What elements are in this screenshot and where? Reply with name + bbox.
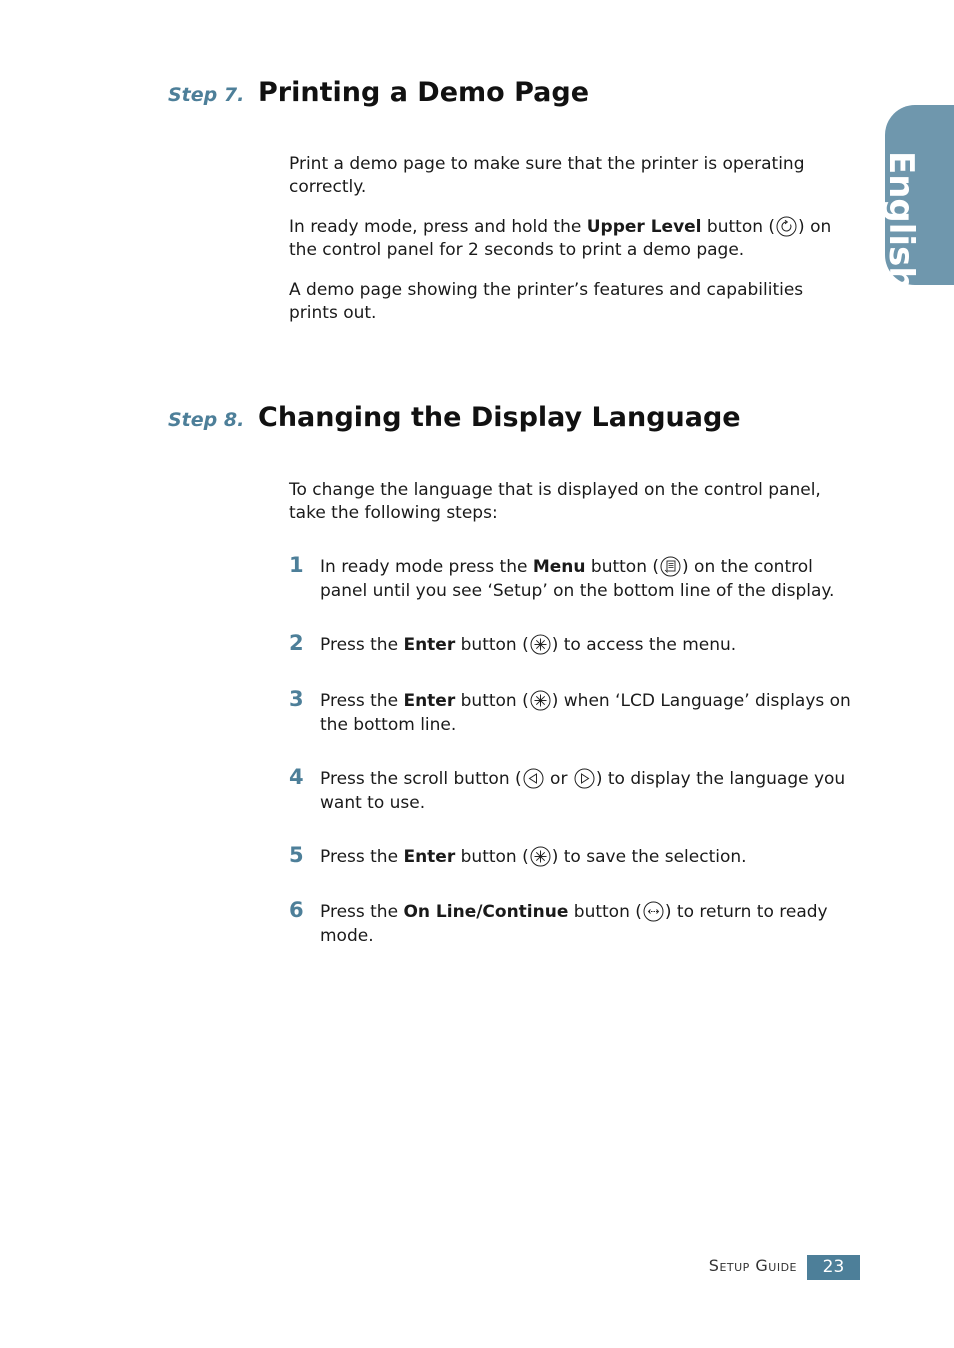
menu-icon [660, 556, 681, 577]
upper-level-icon [776, 216, 797, 237]
list-item: In ready mode press the Menu button ( ) on the control panel until you see ‘Setup’ on the bottom line of the display. [320, 557, 835, 601]
upper-level-term: Upper Level [586, 217, 702, 237]
list-item: Press the Enter button ( ) to save the selection. [320, 847, 747, 867]
step-number: 4 [289, 765, 304, 789]
step-number: 5 [289, 843, 304, 867]
step-7-title: Printing a Demo Page [258, 77, 590, 108]
side-tab-label: English [881, 151, 921, 291]
step-number: 3 [289, 687, 304, 711]
step-number: 2 [289, 631, 304, 655]
enter-icon [530, 634, 551, 655]
enter-icon [530, 846, 551, 867]
scroll-right-icon [574, 768, 595, 789]
page-number: 23 [807, 1255, 860, 1280]
step-7-paragraph-1: Print a demo page to make sure that the printer is operating correctly. [289, 154, 805, 197]
list-item: Press the On Line/Continue button ( ) to return to ready mode. [320, 902, 828, 946]
footer-guide-title: Setup Guide [708, 1256, 797, 1275]
online-continue-icon [643, 901, 664, 922]
list-item: Press the Enter button ( ) when ‘LCD Language’ displays on the bottom line. [320, 691, 851, 735]
step-number: 6 [289, 898, 304, 922]
step-7-label: Step 7. [168, 84, 245, 106]
step-8-intro: To change the language that is displayed on the control panel, take the following steps: [289, 480, 821, 523]
step-8-title: Changing the Display Language [258, 402, 741, 433]
step-7-paragraph-2: In ready mode, press and hold the Upper Level button ( ) on the control panel for 2 seconds to print a demo page. [289, 217, 832, 260]
language-side-tab [881, 105, 954, 291]
step-number: 1 [289, 553, 304, 577]
step-7-paragraph-3: A demo page showing the printer’s features and capabilities prints out. [289, 280, 804, 323]
step-8-label: Step 8. [168, 409, 245, 431]
list-item: Press the scroll button ( or ) to display the language you want to use. [320, 769, 846, 813]
scroll-left-icon [523, 768, 544, 789]
list-item: Press the Enter button ( ) to access the menu. [320, 635, 737, 655]
enter-icon [530, 690, 551, 711]
